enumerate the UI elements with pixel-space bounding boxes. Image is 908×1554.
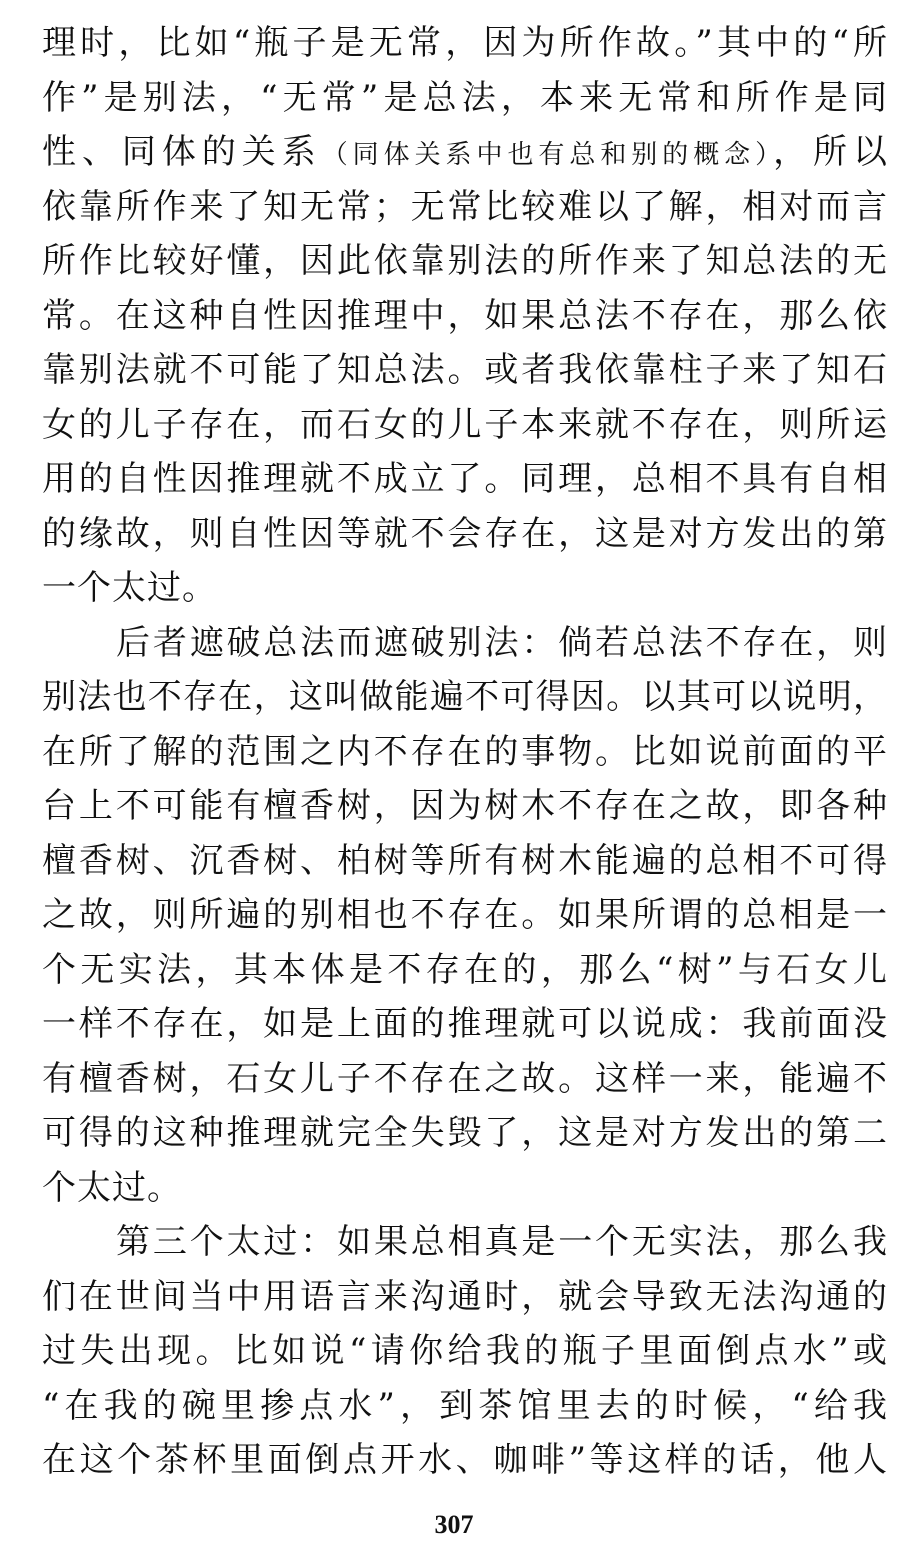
text-line: 在这个茶杯里面倒点开水、咖啡”等这样的话，他人 — [42, 1440, 888, 1480]
text-line: “在我的碗里掺点水”，到茶馆里去的时候，“给我 — [42, 1385, 888, 1426]
text-segment: ，所以 — [773, 132, 889, 172]
text-line: 一样不存在，如是上面的推理就可以说成：我前面没 — [42, 1004, 888, 1044]
text-line: 用的自性因推理就不成立了。同理，总相不具有自相 — [42, 459, 888, 499]
text-line: 所作比较好懂，因此依靠别法的所作来了知总法的无 — [42, 241, 888, 281]
text-line: 过失出现。比如说“请你给我的瓶子里面倒点水”或 — [42, 1331, 888, 1371]
text-line: 可得的这种推理就完全失毁了，这是对方发出的第二 — [42, 1113, 888, 1153]
text-line: 依靠所作来了知无常；无常比较难以了解，相对而言 — [42, 186, 888, 227]
text-line: 别法也不存在，这叫做能遍不可得因。以其可以说明， — [42, 677, 888, 717]
text-line: 一个太过。 — [42, 568, 217, 608]
page-number: 307 — [434, 1510, 474, 1539]
text-segment: 性、同体的关系 — [42, 132, 322, 172]
text-line — [42, 125, 888, 180]
text-line: 檀香树、沉香树、柏树等所有树木能遍的总相不可得 — [42, 840, 888, 881]
text-line: 个太过。 — [42, 1167, 182, 1208]
text-line: 个无实法，其本体是不存在的，那么“树”与石女儿 — [42, 949, 888, 990]
text-line: 靠别法就不可能了知总法。或者我依靠柱子来了知石 — [42, 350, 888, 390]
text-line: 台上不可能有檀香树，因为树木不存在之故，即各种 — [42, 786, 888, 826]
text-line: 女的儿子存在，而石女的儿子本来就不存在，则所运 — [42, 404, 888, 445]
text-line: 后者遮破总法而遮破别法：倘若总法不存在，则 — [116, 622, 888, 663]
text-line: 理时，比如“瓶子是无常，因为所作故。”其中的“所 — [42, 23, 888, 63]
text-line: 常。在这种自性因推理中，如果总法不存在，那么依 — [42, 295, 888, 336]
text-line: 作”是别法，“无常”是总法，本来无常和所作是同 — [42, 77, 888, 118]
text-line: 有檀香树，石女儿子不存在之故。这样一来，能遍不 — [42, 1058, 888, 1099]
parenthetical-note: （同体关系中也有总和别的概念） — [321, 140, 774, 170]
text-line: 的缘故，则自性因等就不会存在，这是对方发出的第 — [42, 513, 888, 554]
text-line: 们在世间当中用语言来沟通时，就会导致无法沟通的 — [42, 1276, 888, 1317]
text-line: 在所了解的范围之内不存在的事物。比如说前面的平 — [42, 731, 888, 772]
text-line: 之故，则所遍的别相也不存在。如果所谓的总相是一 — [42, 895, 888, 935]
body-text — [42, 16, 888, 1488]
text-line: 第三个太过：如果总相真是一个无实法，那么我 — [116, 1222, 888, 1262]
